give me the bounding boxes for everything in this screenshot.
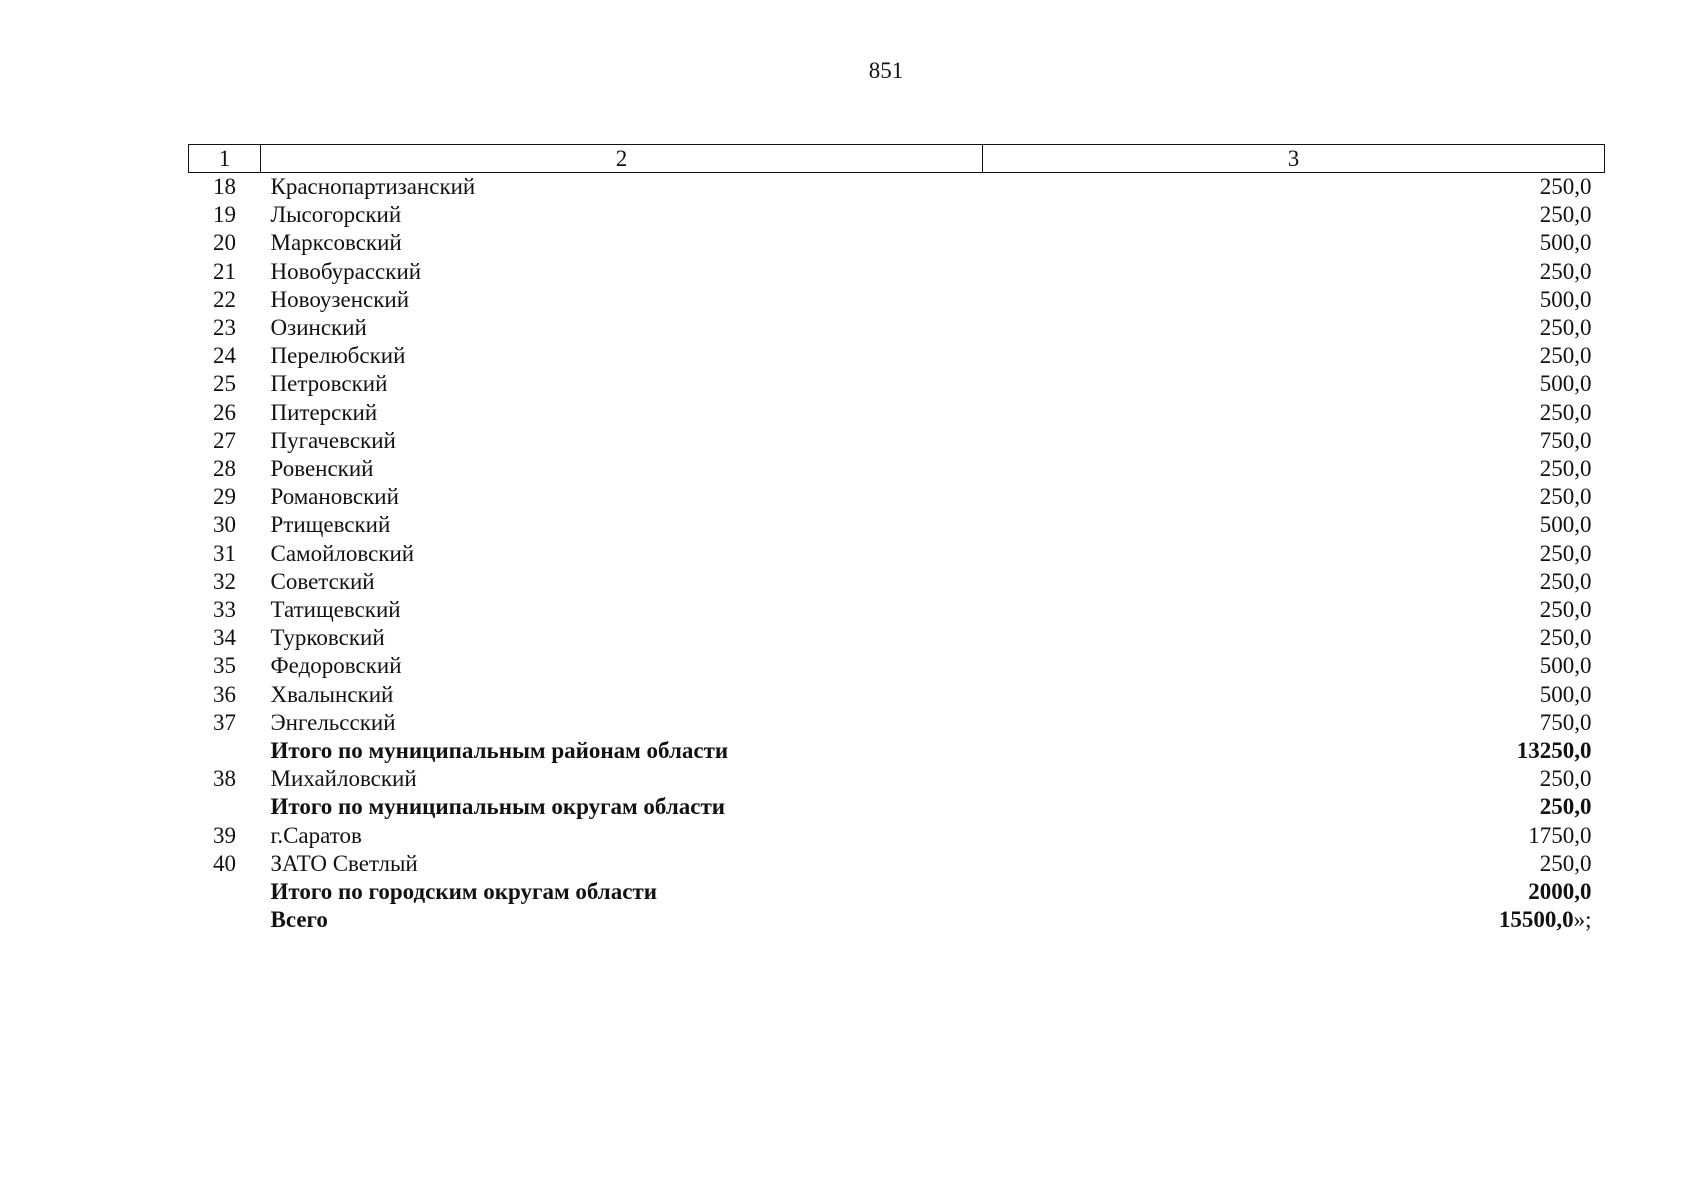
table-row [189,201,1605,229]
table-row [189,681,1605,709]
row-name: Всего [270,907,328,933]
row-value [983,878,1605,906]
row-name: Татищевский [270,597,401,623]
row-name: Турковский [270,625,385,651]
table-row [189,540,1605,568]
table-row [189,765,1605,793]
row-number: 20 [213,230,236,256]
row-number: 33 [213,597,236,623]
table-row [189,427,1605,455]
table-row [189,822,1605,850]
row-number: 23 [213,315,236,341]
row-number: 36 [213,681,236,707]
row-name: г.Саратов [270,822,362,848]
row-name: Романовский [270,484,399,510]
row-name: Новоузенский [270,286,410,312]
row-value-number: 250,0 [1539,174,1592,199]
row-name: Озинский [270,315,367,341]
table-row [189,286,1605,314]
row-number [189,793,261,821]
total-row [189,737,1605,765]
row-value-number: 250,0 [1539,399,1592,425]
row-value [983,201,1605,229]
row-value [983,427,1605,455]
allocation-table-container [188,144,1604,934]
row-value-number: 1750,0 [1528,822,1592,848]
row-name: Марксовский [270,230,402,256]
table-row [189,624,1605,652]
row-value-number: 500,0 [1539,286,1592,312]
row-number: 24 [213,343,236,369]
row-name: Хвалынский [270,681,394,707]
row-name: Федоровский [270,653,402,679]
row-name: Итого по муниципальным округам области [270,794,726,820]
row-value [983,652,1605,680]
table-body [189,173,1605,935]
row-number: 21 [213,258,236,284]
row-value [983,540,1605,568]
row-number: 34 [213,625,236,651]
row-value-number: 13250,0 [1516,738,1592,764]
row-name: Итого по городским округам области [270,879,657,905]
row-name: Пугачевский [270,427,396,453]
row-number [189,737,261,765]
row-value-suffix: »; [1573,907,1592,933]
row-name: Энгельсский [270,709,396,735]
row-value [983,483,1605,511]
row-number: 19 [213,202,236,228]
header-col-name: 2 [261,145,983,173]
row-value-number: 250,0 [1539,343,1592,369]
row-value [983,568,1605,596]
table-row [189,511,1605,539]
row-name: Петровский [270,371,388,397]
row-number: 40 [213,850,236,876]
row-value [983,455,1605,483]
table-row [189,370,1605,398]
row-value-number: 250,0 [1539,794,1592,820]
row-value [983,258,1605,286]
total-row [189,793,1605,821]
row-value-number: 250,0 [1539,625,1592,651]
row-name: Советский [270,568,375,594]
table-row [189,455,1605,483]
row-value-number: 500,0 [1539,653,1592,679]
row-value [983,765,1605,793]
row-name: Самойловский [270,540,415,566]
row-value [983,793,1605,821]
row-name: Новобурасский [270,258,422,284]
row-number: 37 [213,709,236,735]
table-row [189,342,1605,370]
row-name: Краснопартизанский [270,174,476,199]
table-row [189,596,1605,624]
row-name: Питерский [270,399,378,425]
table-row [189,652,1605,680]
row-number: 25 [213,371,236,397]
table-row [189,173,1605,202]
table-row [189,709,1605,737]
row-value-number: 250,0 [1539,597,1592,623]
row-name: Итого по муниципальным районам области [270,738,729,764]
row-value-number: 500,0 [1539,230,1592,256]
row-number: 22 [213,286,236,312]
allocation-table [188,144,1605,934]
row-number: 28 [213,456,236,482]
row-number: 29 [213,484,236,510]
row-number: 30 [213,512,236,538]
row-value [983,511,1605,539]
row-value-number: 250,0 [1539,315,1592,341]
row-value [983,399,1605,427]
row-value-number: 250,0 [1539,850,1592,876]
table-row [189,850,1605,878]
row-value-number: 500,0 [1539,681,1592,707]
row-value [983,342,1605,370]
row-value-number: 500,0 [1539,512,1592,538]
row-value [983,709,1605,737]
row-value-number: 2000,0 [1528,879,1592,905]
row-name: Ртищевский [270,512,391,538]
row-value [983,681,1605,709]
row-number: 26 [213,399,236,425]
row-value-number: 250,0 [1539,456,1592,482]
row-value-number: 250,0 [1539,766,1592,792]
row-value [983,737,1605,765]
row-name: Перелюбский [270,343,406,369]
row-value-number: 750,0 [1539,427,1592,453]
row-number: 39 [213,822,236,848]
row-number: 27 [213,427,236,453]
row-value-number: 250,0 [1539,258,1592,284]
row-value-number: 500,0 [1539,371,1592,397]
row-value [983,596,1605,624]
row-number: 32 [213,568,236,594]
row-name: Михайловский [270,766,417,792]
table-row [189,399,1605,427]
row-value [983,286,1605,314]
row-value-number: 250,0 [1539,540,1592,566]
row-value-number: 750,0 [1539,709,1592,735]
row-value [983,229,1605,257]
table-header [189,145,1605,173]
table-row [189,229,1605,257]
row-value [983,822,1605,850]
table-row [189,314,1605,342]
row-value-number: 250,0 [1539,202,1592,228]
page-number: 851 [868,58,904,83]
row-value [983,624,1605,652]
header-col-value: 3 [983,145,1605,173]
total-row [189,878,1605,906]
row-value [983,906,1605,934]
row-number: 35 [213,653,236,679]
table-row [189,483,1605,511]
table-row [189,258,1605,286]
row-name: ЗАТО Светлый [270,850,418,876]
header-row [189,145,1605,173]
row-number: 18 [213,174,236,199]
total-row [189,906,1605,934]
row-number: 38 [213,766,236,792]
row-name: Ровенский [270,456,374,482]
row-number: 31 [213,540,236,566]
row-value [983,314,1605,342]
table-row [189,568,1605,596]
row-value [983,370,1605,398]
row-number [189,906,261,934]
header-col-number: 1 [189,145,261,173]
row-value-number: 250,0 [1539,484,1592,510]
row-value [983,173,1605,202]
row-value-number: 15500,0 [1498,907,1574,933]
row-value-number: 250,0 [1539,568,1592,594]
row-value [983,850,1605,878]
row-number [189,878,261,906]
row-name: Лысогорский [270,202,402,228]
